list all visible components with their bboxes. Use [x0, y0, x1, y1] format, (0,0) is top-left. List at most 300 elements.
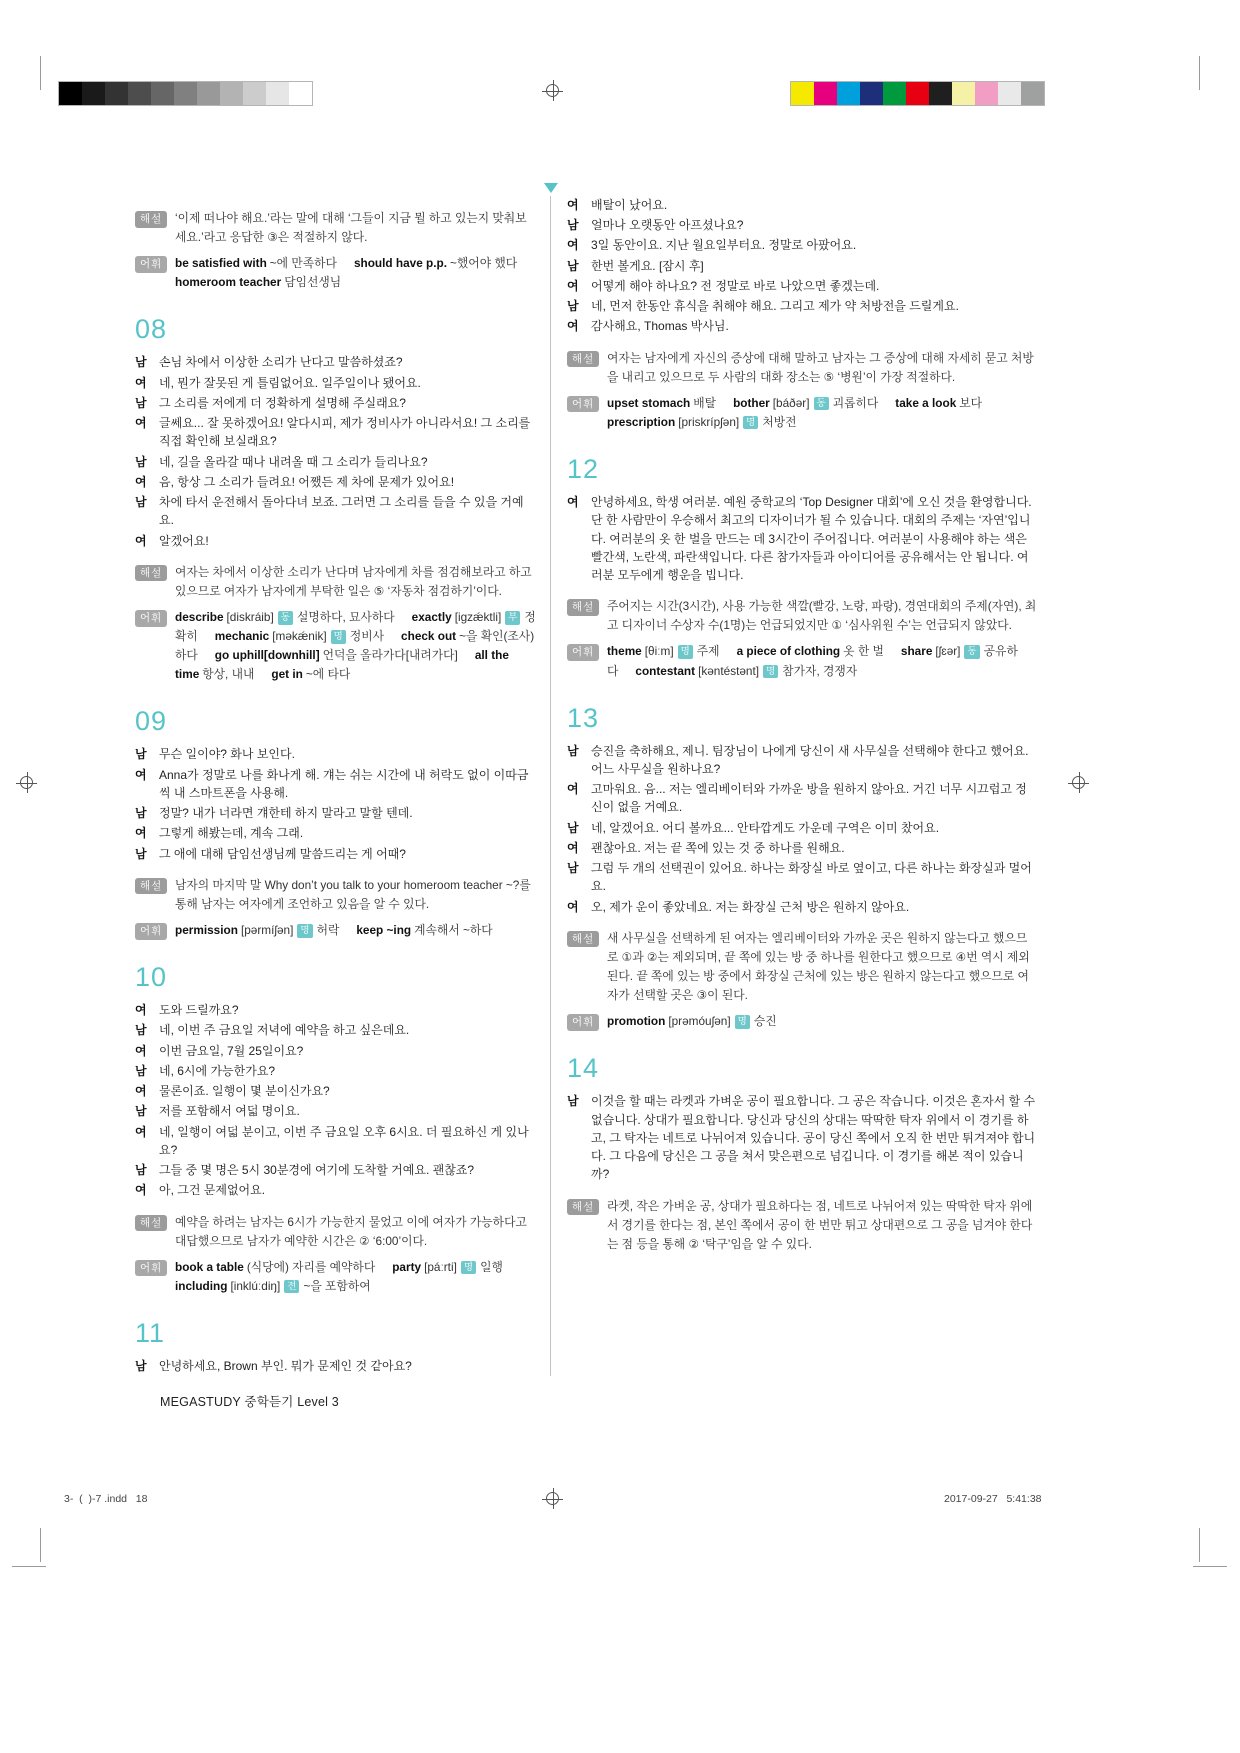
speaker-label: 남 — [135, 747, 147, 762]
color-swatch — [105, 82, 128, 105]
speaker-label: 여 — [135, 1003, 147, 1018]
speaker-label: 남 — [135, 1358, 147, 1373]
section-09 — [135, 708, 537, 940]
vocab-pronunciation: [θiːm] — [644, 644, 674, 659]
vocab-term: all the time — [175, 648, 509, 682]
vocab-badge: 어휘 — [135, 256, 167, 273]
dialogue-line — [135, 453, 537, 471]
vocab-definition: 담임선생님 — [284, 275, 342, 290]
vocab-badge: 어휘 — [135, 923, 167, 940]
explanation-badge: 해설 — [567, 931, 599, 948]
dialogue-line — [135, 1021, 537, 1039]
dialogue-text: 그럼 두 개의 선택권이 있어요. 하나는 화장실 바로 옆이고, 다른 하나는 화장실과 멀어요. — [591, 861, 1032, 894]
color-swatch — [220, 82, 243, 105]
dialogue-text: 얼마나 오랫동안 아프셨나요? — [591, 218, 744, 233]
speaker-label: 남 — [567, 299, 579, 314]
vocab-term: a piece of clothing — [736, 644, 841, 659]
dialogue-line — [135, 493, 537, 529]
dialogue-line — [135, 745, 537, 763]
dialogue-text: 어떻게 해야 하나요? 전 정말로 바로 나았으면 좋겠는데. — [591, 278, 880, 293]
explanation-badge: 해설 — [135, 211, 167, 228]
section-number: 10 — [135, 962, 168, 993]
speaker-label: 남 — [135, 495, 147, 510]
dialogue-text: 그렇게 해봤는데, 계속 그래. — [159, 826, 304, 841]
crop-mark — [40, 56, 41, 90]
speaker-label: 남 — [567, 1094, 579, 1109]
vocab-definition: 옷 한 벌 — [843, 644, 884, 659]
pos-badge: 명 — [297, 924, 312, 938]
dialogue-text: 네, 이번 주 금요일 저녁에 예약을 하고 싶은데요. — [159, 1023, 410, 1038]
section-number: 14 — [567, 1053, 600, 1084]
dialogue-text: 물론이죠. 일행이 몇 분이신가요? — [159, 1084, 330, 1099]
vocab-item — [271, 667, 350, 681]
dialogue-text: 무슨 일이야? 화나 보인다. — [159, 747, 295, 762]
vocab-list — [607, 1014, 794, 1028]
print-slug-timestamp: 2017-09-27 5:41:38 — [944, 1493, 1042, 1505]
dialogue-text: 저를 포함해서 여덟 명이요. — [159, 1104, 300, 1119]
vocab-term: go uphill[downhill] — [214, 648, 320, 663]
vocab-block — [135, 608, 537, 684]
vocab-definition: (식당에) 자리를 예약하다 — [246, 1259, 376, 1274]
section-13 — [567, 702, 1037, 1032]
section-08 — [135, 316, 537, 684]
vocab-item — [175, 1260, 375, 1274]
dialogue-text: 안녕하세요, Brown 부인. 뭐가 문제인 것 같아요? — [159, 1358, 412, 1373]
speaker-label: 여 — [567, 278, 579, 293]
speaker-label: 여 — [567, 782, 579, 797]
vocab-block — [567, 1012, 1037, 1031]
dialogue-line — [135, 845, 537, 863]
dialogue-script — [135, 353, 537, 549]
vocab-definition: 계속해서 ~하다 — [414, 923, 493, 938]
dialogue-text: 도와 드릴까요? — [159, 1003, 239, 1018]
color-swatch — [791, 82, 814, 105]
vocab-term: permission — [175, 923, 238, 938]
speaker-label: 남 — [567, 743, 579, 758]
section-11 — [135, 1317, 537, 1375]
dialogue-line — [567, 819, 1037, 837]
dialogue-line — [567, 1092, 1037, 1183]
vocab-block — [567, 394, 1037, 432]
left-column — [135, 196, 537, 1377]
pos-badge: 명 — [735, 1015, 750, 1029]
pos-badge: 동 — [814, 397, 829, 411]
dialogue-text: 음, 항상 그 소리가 들려요! 어쨌든 제 차에 문제가 있어요! — [159, 474, 455, 489]
speaker-label: 여 — [567, 899, 579, 914]
section-number: 12 — [567, 454, 600, 485]
dialogue-text: Anna가 정말로 나를 화나게 해. 걔는 쉬는 시간에 내 허락도 없이 이따금씩 내 스마트폰을 사용해. — [159, 767, 529, 800]
vocab-pronunciation: [prəmóuʃən] — [668, 1014, 731, 1029]
dialogue-line — [135, 1102, 537, 1120]
vocab-item — [392, 1260, 503, 1274]
speaker-label: 여 — [567, 495, 579, 510]
speaker-label: 여 — [135, 1183, 147, 1198]
dialogue-line — [135, 1123, 537, 1159]
vocab-item — [607, 415, 797, 429]
vocab-term: contestant — [635, 663, 696, 678]
crop-mark — [12, 1566, 46, 1567]
vocab-term: party — [392, 1259, 422, 1274]
dialogue-line — [135, 1001, 537, 1019]
vocab-term: check out — [401, 629, 457, 644]
pos-badge: 명 — [743, 416, 758, 430]
explanation-block — [567, 597, 1037, 635]
section-number: 13 — [567, 702, 600, 733]
vocab-term: prescription — [607, 414, 676, 429]
dialogue-text: 네, 먼저 한동안 휴식을 취해야 해요. 그리고 제가 약 처방전을 드릴게요. — [591, 299, 959, 314]
vocab-pronunciation: [ʃɛər] — [935, 644, 961, 659]
color-swatch — [243, 82, 266, 105]
explanation-badge: 해설 — [135, 565, 167, 582]
vocab-block — [567, 642, 1037, 680]
dialogue-script — [567, 1092, 1037, 1183]
vocab-item — [356, 923, 492, 937]
vocab-list — [175, 256, 534, 289]
right-column — [551, 196, 1037, 1254]
vocab-definition: 언덕을 올라가다[내려가다] — [322, 648, 458, 663]
vocab-definition: 설명하다, 묘사하다 — [296, 610, 395, 624]
vocab-definition: ~을 포함하여 — [303, 1278, 371, 1293]
vocab-definition: 승진 — [753, 1014, 777, 1029]
explanation-text: 주어지는 시간(3시간), 사용 가능한 색깔(빨강, 노랑, 파랑), 경연대회의 주제(자연), 최고 디자이너 수상자 수(1명)는 언급되었지만 ① ‘심사위원 수’는 언급되지 않았다. — [607, 599, 1037, 633]
dialogue-text: 이번 금요일, 7월 25일이요? — [159, 1043, 304, 1058]
dialogue-line — [567, 742, 1037, 778]
dialogue-line — [135, 1042, 537, 1060]
explanation-block — [135, 209, 537, 247]
vocab-badge: 어휘 — [567, 644, 599, 661]
vocab-list — [607, 644, 1018, 677]
explanation-block — [135, 876, 537, 914]
crop-mark — [1199, 1528, 1200, 1562]
dialogue-text: 네, 6시에 가능한가요? — [159, 1063, 276, 1078]
vocab-term: theme — [607, 644, 642, 659]
speaker-label: 여 — [135, 1043, 147, 1058]
color-swatch — [266, 82, 289, 105]
dialogue-line — [567, 277, 1037, 295]
vocab-definition: 보다 — [959, 395, 983, 410]
dialogue-text: 감사해요, Thomas 박사님. — [591, 319, 729, 334]
vocab-term: homeroom teacher — [175, 275, 282, 290]
registration-mark-icon — [20, 776, 33, 789]
vocab-block — [135, 921, 537, 940]
vocab-badge: 어휘 — [567, 396, 599, 413]
dialogue-script — [135, 1357, 537, 1375]
vocab-item — [607, 644, 720, 658]
dialogue-line — [567, 780, 1037, 816]
vocab-definition: 배탈 — [693, 395, 717, 410]
speaker-label: 남 — [135, 846, 147, 861]
crop-mark — [1199, 56, 1200, 90]
speaker-label: 남 — [135, 395, 147, 410]
dialogue-text: 네, 뭔가 잘못된 게 틀림없어요. 일주일이나 됐어요. — [159, 375, 421, 390]
explanation-block — [135, 1213, 537, 1251]
section-number: 09 — [135, 706, 168, 737]
vocab-pronunciation: [pərmíʃən] — [240, 923, 294, 938]
speaker-label: 여 — [567, 238, 579, 253]
dialogue-line — [135, 824, 537, 842]
dialogue-text: 그 애에 대해 담임선생님께 말씀드리는 게 어때? — [159, 846, 406, 861]
section-11-continued — [567, 196, 1037, 432]
vocab-term: including — [175, 1278, 228, 1293]
pos-badge: 명 — [461, 1261, 476, 1275]
vocab-list — [607, 396, 999, 429]
dialogue-text: 배탈이 났어요. — [591, 198, 668, 212]
vocab-term: take a look — [895, 395, 957, 410]
dialogue-line — [567, 898, 1037, 916]
pos-badge: 동 — [964, 645, 979, 659]
dialogue-line — [135, 804, 537, 822]
vocab-item — [607, 1014, 777, 1028]
dialogue-text: 이것을 할 때는 라켓과 가벼운 공이 필요합니다. 그 공은 작습니다. 이것은 혼자서 할 수 없습니다. 상대가 필요합니다. 당신과 당신의 상대는 딱딱한 탁자 위에서 이 경기를 하고, 그 탁자는 네트로 나뉘어져 있습니다. 공이 당신 쪽에서 오직 한 번만 튀겨져야 합니다. 그 다음에 당신은 그 공을 쳐서 맞은편으로 넘깁니다. 이 경기를 해본 적이 있습니까? — [591, 1094, 1036, 1182]
pos-badge: 명 — [763, 665, 778, 679]
speaker-label: 남 — [135, 1063, 147, 1078]
vocab-definition: ~에 타다 — [305, 667, 351, 682]
vocab-definition: 처방전 — [762, 414, 797, 429]
dialogue-line — [567, 493, 1037, 584]
section-10 — [135, 964, 537, 1296]
pos-badge: 명 — [678, 645, 693, 659]
color-swatch — [975, 82, 998, 105]
explanation-block — [135, 563, 537, 601]
speaker-label: 남 — [135, 454, 147, 469]
vocab-definition: 공유하다 — [607, 644, 1018, 678]
explanation-text: 예약을 하려는 남자는 6시가 가능한지 물었고 이에 여자가 가능하다고 대답했으므로 남자가 예약한 시간은 ② ‘6:00’이다. — [175, 1214, 527, 1248]
vocab-pronunciation: [diskráib] — [226, 610, 274, 624]
vocab-item — [215, 648, 458, 662]
dialogue-text: 글쎄요... 잘 못하겠어요! 알다시피, 제가 정비사가 아니라서요! 그 소리를 직접 확인해 보실래요? — [159, 416, 531, 449]
vocab-term: promotion — [607, 1014, 666, 1029]
vocab-term: book a table — [175, 1259, 244, 1274]
vocab-item — [354, 256, 517, 270]
vocab-block — [135, 254, 537, 292]
color-swatch — [952, 82, 975, 105]
dialogue-script — [567, 493, 1037, 584]
dialogue-line — [567, 839, 1037, 857]
color-swatch — [128, 82, 151, 105]
column-top-triangle-icon — [544, 183, 558, 193]
dialogue-line — [135, 1161, 537, 1179]
color-calibration-bar — [790, 81, 1045, 106]
color-swatch — [883, 82, 906, 105]
registration-mark-icon — [1072, 776, 1085, 789]
explanation-badge: 해설 — [135, 1215, 167, 1232]
speaker-label: 남 — [567, 820, 579, 835]
vocab-item — [175, 275, 341, 289]
vocab-definition: 참가자, 경쟁자 — [782, 663, 858, 678]
dialogue-text: 3일 동안이요. 지난 월요일부터요. 정말로 아팠어요. — [591, 238, 857, 253]
explanation-badge: 해설 — [567, 599, 599, 616]
color-swatch — [998, 82, 1021, 105]
dialogue-line — [135, 374, 537, 392]
book-title-footer: MEGASTUDY 중학듣기 Level 3 — [160, 1395, 339, 1409]
vocab-item — [895, 396, 982, 410]
vocab-term: upset stomach — [607, 395, 691, 410]
color-swatch — [1021, 82, 1044, 105]
vocab-definition: 주제 — [696, 644, 720, 659]
dialogue-line — [567, 236, 1037, 254]
dialogue-text: 오, 제가 운이 좋았네요. 저는 화장실 근처 방은 원하지 않아요. — [591, 899, 910, 914]
vocab-term: describe — [175, 610, 224, 624]
explanation-badge: 해설 — [135, 878, 167, 895]
dialogue-text: 네, 길을 올라갈 때나 내려올 때 그 소리가 들리나요? — [159, 454, 428, 469]
vocab-list — [175, 923, 510, 937]
dialogue-line — [135, 766, 537, 802]
pos-badge: 부 — [505, 611, 520, 625]
dialogue-line — [567, 216, 1037, 234]
dialogue-text: 정말? 내가 너라면 걔한테 하지 말라고 말할 텐데. — [159, 806, 413, 821]
color-swatch — [929, 82, 952, 105]
pos-badge: 전 — [284, 1280, 299, 1294]
speaker-label: 남 — [135, 355, 147, 370]
vocab-definition: ~했어야 했다 — [450, 256, 518, 271]
crop-mark — [40, 1528, 41, 1562]
pos-badge: 동 — [278, 611, 293, 625]
pos-badge: 명 — [331, 630, 346, 644]
color-swatch — [837, 82, 860, 105]
vocab-item — [215, 629, 384, 643]
vocab-badge: 어휘 — [567, 1014, 599, 1031]
vocab-term: should have p.p. — [353, 256, 448, 271]
dialogue-text: 괜찮아요. 저는 끝 쪽에 있는 것 중 하나를 원해요. — [591, 840, 845, 855]
vocab-definition: 괴롭히다 — [832, 395, 879, 410]
dialogue-line — [135, 1082, 537, 1100]
vocab-definition: 항상, 내내 — [202, 667, 255, 682]
crop-mark — [1193, 1566, 1227, 1567]
explanation-block — [567, 1197, 1037, 1254]
dialogue-line — [567, 257, 1037, 275]
color-swatch — [174, 82, 197, 105]
vocab-term: mechanic — [214, 629, 270, 644]
dialogue-line — [135, 353, 537, 371]
vocab-item — [175, 610, 395, 624]
vocab-term: exactly — [411, 610, 452, 624]
explanation-text: 새 사무실을 선택하게 된 여자는 엘리베이터와 가까운 곳은 원하지 않는다고 했으므로 ①과 ②는 제외되며, 끝 쪽에 있는 방 중 하나를 원한다고 했으므로 ④번 역시 제외된다. 끝 쪽에 있는 방 중에서 화장실 근처에 있는 방은 원하지 않는다고 했으므로 여자가 선택할 곳은 ③이 된다. — [607, 930, 1030, 1003]
speaker-label: 남 — [135, 1023, 147, 1038]
dialogue-line — [567, 317, 1037, 335]
vocab-item — [175, 1279, 371, 1293]
vocab-badge: 어휘 — [135, 610, 167, 627]
dialogue-line — [567, 859, 1037, 895]
speaker-label: 남 — [135, 1104, 147, 1119]
speaker-label: 여 — [567, 319, 579, 334]
dialogue-script — [135, 745, 537, 862]
vocab-term: be satisfied with — [175, 256, 267, 271]
vocab-list — [175, 1260, 520, 1293]
vocab-item — [607, 396, 716, 410]
dialogue-line — [567, 297, 1037, 315]
color-swatch — [860, 82, 883, 105]
vocab-definition: 정확히 — [175, 610, 536, 644]
vocab-pronunciation: [inklúːdiŋ] — [230, 1278, 281, 1293]
dialogue-text: 알겠어요! — [159, 533, 209, 548]
vocab-pronunciation: [igzǽktli] — [454, 610, 502, 624]
vocab-pronunciation: [páːrti] — [424, 1259, 457, 1274]
dialogue-script — [567, 196, 1037, 336]
vocab-definition: 일행 — [480, 1259, 503, 1274]
speaker-label: 여 — [135, 375, 147, 390]
dialogue-text: 그 소리를 저에게 더 정확하게 설명해 주실래요? — [159, 395, 406, 410]
explanation-text: 여자는 남자에게 자신의 증상에 대해 말하고 남자는 그 증상에 대해 자세히 묻고 처방을 내리고 있으므로 두 사람의 대화 장소는 ⑤ ‘병원’이 가장 적절하다. — [607, 350, 1034, 384]
vocab-item — [175, 923, 339, 937]
dialogue-text: 아, 그건 문제없어요. — [159, 1183, 266, 1198]
dialogue-line — [135, 473, 537, 491]
vocab-list — [175, 610, 536, 681]
explanation-text: 남자의 마지막 말 Why don’t you talk to your homeroom teacher ~?를 통해 남자는 여자에게 조언하고 있음을 알 수 있다. — [175, 877, 531, 911]
explanation-badge: 해설 — [567, 351, 599, 368]
vocab-term: get in — [271, 667, 303, 682]
dialogue-text: 승진을 축하해요, 제니. 팀장님이 나에게 당신이 새 사무실을 선택해야 한다고 했어요. 어느 사무실을 원하나요? — [591, 743, 1029, 776]
color-swatch — [151, 82, 174, 105]
explanation-block — [567, 929, 1037, 1005]
dialogue-line — [567, 196, 1037, 214]
dialogue-text: 네, 일행이 여덟 분이고, 이번 주 금요일 오후 6시요. 더 필요하신 게 있나요? — [159, 1124, 529, 1157]
explanation-text: 여자는 차에서 이상한 소리가 난다며 남자에게 차를 점검해보라고 하고 있으므로 여자가 남자에게 부탁한 일은 ⑤ ‘자동차 점검하기’이다. — [175, 564, 532, 598]
content-area — [135, 196, 1037, 1377]
speaker-label: 여 — [135, 474, 147, 489]
vocab-item — [175, 256, 337, 270]
vocab-definition: ~을 확인(조사)하다 — [175, 629, 535, 663]
speaker-label: 남 — [567, 218, 579, 233]
dialogue-script — [567, 742, 1037, 916]
dialogue-text: 한번 볼게요. [잠시 후] — [591, 258, 704, 273]
explanation-block — [567, 349, 1037, 387]
dialogue-text: 고마워요. 음... 저는 엘리베이터와 가까운 방을 원하지 않아요. 거긴 너무 시끄럽고 정신이 없을 거예요. — [591, 782, 1027, 815]
vocab-definition: ~에 만족하다 — [269, 256, 337, 271]
color-swatch — [82, 82, 105, 105]
vocab-term: share — [900, 644, 933, 659]
vocab-item — [635, 664, 857, 678]
vocab-pronunciation: [kəntéstənt] — [698, 663, 760, 678]
dialogue-line — [135, 1062, 537, 1080]
vocab-term: keep ~ing — [356, 923, 412, 938]
speaker-label: 여 — [567, 840, 579, 855]
color-swatch — [814, 82, 837, 105]
speaker-label: 여 — [135, 826, 147, 841]
explanation-badge: 해설 — [567, 1199, 599, 1216]
speaker-label: 남 — [567, 861, 579, 876]
dialogue-text: 안녕하세요, 학생 여러분. 예원 중학교의 ‘Top Designer 대회’에 오신 것을 환영합니다. 단 한 사람만이 우승해서 최고의 디자이너가 될 수 있습니다. 대회의 주제는 ‘자연’입니다. 여러분의 옷 한 벌을 만드는 데 3시간이 주어집니다. 여러분이 사용해야 하는 색은 빨간색, 노란색, 파란색입니다. 다른 참가자들과 아이디어를 공유해서는 안 됩니다. 여러분 모두에게 행운을 빕니다. — [591, 495, 1032, 583]
dialogue-line — [135, 1357, 537, 1375]
dialogue-text: 네, 알겠어요. 어디 볼까요... 안타깝게도 가운데 구역은 이미 찼어요. — [591, 820, 940, 835]
section-number: 08 — [135, 314, 168, 345]
dialogue-text: 차에 타서 운전해서 돌아다녀 보죠. 그러면 그 소리를 들을 수 있을 거예요. — [159, 495, 524, 528]
vocab-item — [733, 396, 878, 410]
speaker-label: 남 — [135, 1163, 147, 1178]
color-swatch — [906, 82, 929, 105]
vocab-block — [135, 1258, 537, 1296]
dialogue-script — [135, 1001, 537, 1199]
speaker-label: 여 — [135, 416, 147, 431]
dialogue-line — [135, 1181, 537, 1199]
vocab-pronunciation: [priskrípʃən] — [678, 414, 740, 429]
registration-mark-icon — [546, 1492, 559, 1505]
dialogue-text: 그들 중 몇 명은 5시 30분경에 여기에 도착할 거예요. 괜찮죠? — [159, 1163, 475, 1178]
vocab-definition: 허락 — [316, 923, 340, 938]
dialogue-line — [135, 414, 537, 450]
speaker-label: 여 — [135, 767, 147, 782]
explanation-text: 라켓, 작은 가벼운 공, 상대가 필요하다는 점, 네트로 나뉘어져 있는 딱딱한 탁자 위에서 경기를 한다는 점, 본인 쪽에서 공이 한 번만 튀고 상대편으로 그 공을 넘겨야 한다는 점 등을 통해 ② ‘탁구’임을 알 수 있다. — [607, 1198, 1033, 1251]
print-slug-filename: 3- ( )-7 .indd 18 — [64, 1493, 148, 1505]
section-12 — [567, 456, 1037, 681]
section-number: 11 — [135, 1317, 166, 1348]
vocab-item — [737, 644, 884, 658]
dialogue-text: 손님 차에서 이상한 소리가 난다고 말씀하셨죠? — [159, 355, 403, 370]
registration-mark-icon — [546, 84, 559, 97]
vocab-pronunciation: [məkǽnik] — [272, 629, 327, 644]
color-swatch — [59, 82, 82, 105]
color-swatch — [289, 82, 312, 105]
color-swatch — [197, 82, 220, 105]
